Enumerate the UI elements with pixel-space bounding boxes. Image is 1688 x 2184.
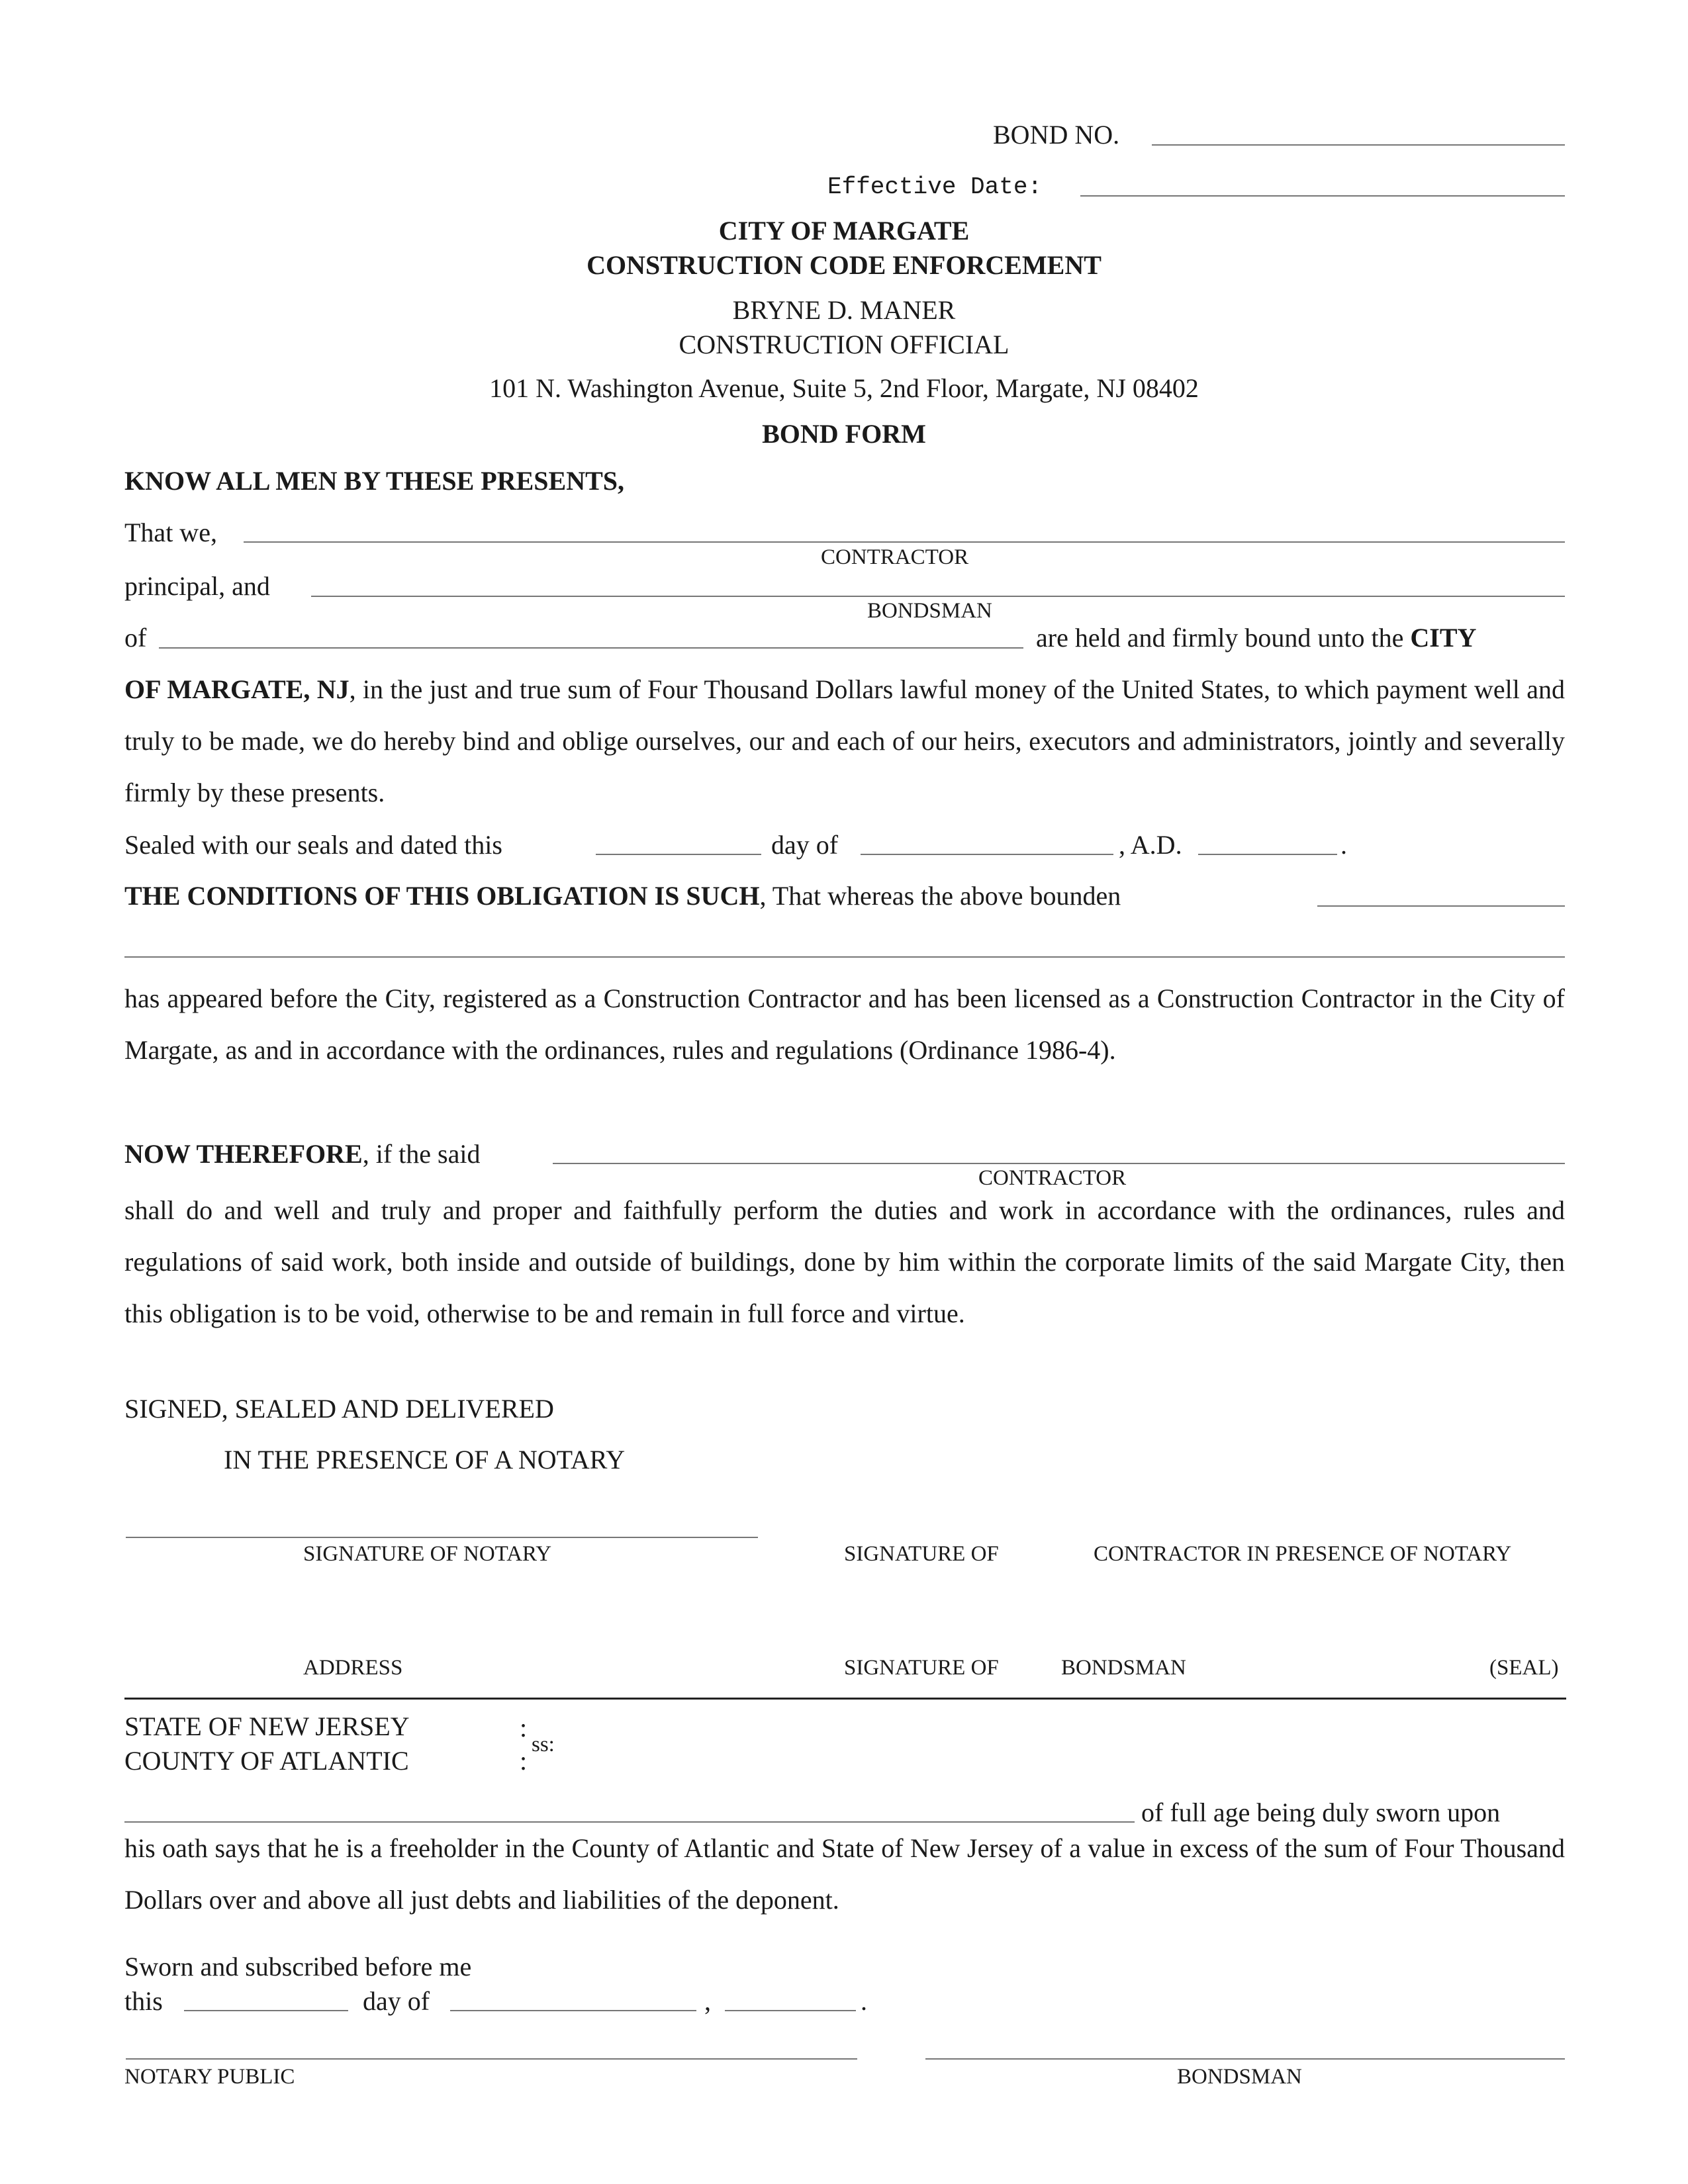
sealed-day-field[interactable]: [596, 854, 761, 855]
principal-and-label: principal, and: [124, 571, 270, 601]
state-colon: :: [520, 1713, 528, 1743]
effective-date-field[interactable]: [1080, 195, 1565, 197]
form-title: BOND FORM: [762, 419, 926, 449]
address-caption: ADDRESS: [303, 1656, 403, 1680]
sworn-month-field[interactable]: [450, 2010, 696, 2011]
bounden-continuation-field[interactable]: [124, 956, 1565, 958]
contractor-caption-2: CONTRACTOR: [978, 1166, 1127, 1190]
now-therefore-line: [124, 1138, 480, 1169]
held-bound-text: [1036, 622, 1476, 653]
county-colon: :: [520, 1746, 528, 1776]
sealed-month-field[interactable]: [861, 854, 1113, 855]
said-contractor-field[interactable]: [553, 1163, 1565, 1164]
contractor-name-field[interactable]: [244, 541, 1565, 543]
conditions-bold: THE CONDITIONS OF THIS OBLIGATION IS SUCH: [124, 881, 760, 911]
of-label: of: [124, 623, 147, 653]
sealed-period: .: [1340, 830, 1347, 860]
know-all-heading: KNOW ALL MEN BY THESE PRESENTS,: [124, 466, 625, 496]
of-margate-bold: OF MARGATE, NJ: [124, 674, 350, 704]
bond-no-label: BOND NO.: [993, 120, 1120, 150]
sworn-period: .: [861, 1986, 867, 2016]
official-title: CONSTRUCTION OFFICIAL: [679, 330, 1009, 359]
office-address: 101 N. Washington Avenue, Suite 5, 2nd Floor, Margate, NJ 08402: [489, 373, 1199, 403]
bondsman-caption: BONDSMAN: [867, 599, 992, 623]
city-bold: CITY: [1410, 623, 1477, 653]
bondsman-address-field[interactable]: [159, 647, 1023, 649]
notary-public-line[interactable]: [126, 2058, 857, 2060]
sealed-with-label: Sealed with our seals and dated this: [124, 830, 502, 860]
sig-of-caption-2: SIGNATURE OF: [844, 1656, 999, 1680]
section-divider: [124, 1698, 1566, 1700]
signed-sealed: SIGNED, SEALED AND DELIVERED: [124, 1394, 554, 1424]
now-therefore-text: , if the said: [362, 1139, 481, 1169]
official-name: BRYNE D. MANER: [732, 295, 956, 325]
bounden-field[interactable]: [1317, 905, 1565, 907]
appeared-paragraph: has appeared before the City, registered as a Construction Contractor and has been licensed as a Construction Contractor in the City of Margate, as and in accordance with the ordinances, rules and regulations (Ordinance 1986-4).: [124, 983, 1565, 1065]
that-we-label: That we,: [124, 518, 217, 547]
sworn-day-field[interactable]: [184, 2010, 348, 2011]
ss-label: ss:: [532, 1733, 555, 1756]
bondsman-sig-caption: BONDSMAN: [1061, 1656, 1186, 1680]
conditions-text: , That whereas the above bounden: [759, 881, 1121, 911]
sworn-comma: ,: [704, 1986, 711, 2016]
sealed-year-field[interactable]: [1198, 854, 1337, 855]
contractor-caption: CONTRACTOR: [821, 545, 969, 569]
sig-of-caption-1: SIGNATURE OF: [844, 1542, 999, 1566]
bond-no-field[interactable]: [1152, 144, 1565, 146]
held-bound-phrase: are held and firmly bound unto the: [1036, 623, 1404, 653]
sealed-day-of-label: day of: [771, 830, 839, 860]
notary-public-caption: NOTARY PUBLIC: [124, 2065, 295, 2089]
bondsman-final-caption: BONDSMAN: [1177, 2065, 1302, 2089]
seal-caption: (SEAL): [1489, 1656, 1559, 1680]
now-therefore-bold: NOW THEREFORE: [124, 1139, 363, 1169]
bondsman-name-field[interactable]: [311, 596, 1565, 597]
city-title: CITY OF MARGATE: [718, 216, 970, 246]
sum-text: , in the just and true sum of Four Thousand Dollars lawful money of the United States, to which payment well and truly to be made, we do hereby bind and oblige ourselves, our and each of our heirs, executors and administrators, jointly and severally firmly by these presents.: [124, 674, 1565, 807]
sworn-day-of-label: day of: [363, 1986, 430, 2016]
contractor-presence-caption: CONTRACTOR IN PRESENCE OF NOTARY: [1094, 1542, 1512, 1566]
state-label: STATE OF NEW JERSEY: [124, 1711, 410, 1741]
notary-signature-line[interactable]: [126, 1537, 758, 1538]
sworn-label: Sworn and subscribed before me: [124, 1952, 472, 1981]
department-title: CONSTRUCTION CODE ENFORCEMENT: [586, 250, 1102, 280]
perform-paragraph: shall do and well and truly and proper and faithfully perform the duties and work in accordance with the ordinances, rules and regulations of said work, both inside and outside of buildings, done by him within the corporate limits of the said Margate City, then this obligation is to be void, otherwise to be and remain in full force and virtue.: [124, 1195, 1565, 1328]
effective-date-label: Effective Date:: [827, 173, 1043, 201]
sum-paragraph: [124, 664, 1565, 819]
county-label: COUNTY OF ATLANTIC: [124, 1746, 409, 1776]
oath-paragraph: his oath says that he is a freeholder in the County of Atlantic and State of New Jersey of a value in excess of the sum of Four Thousand Dollars over and above all just debts and liabilities of the deponent.: [124, 1833, 1565, 1915]
bondsman-final-line[interactable]: [925, 2058, 1565, 2060]
sig-notary-caption: SIGNATURE OF NOTARY: [303, 1542, 552, 1566]
this-label: this: [124, 1986, 163, 2016]
full-age-text: of full age being duly sworn upon: [1141, 1797, 1501, 1827]
conditions-line: [124, 880, 1121, 911]
sworn-year-field[interactable]: [725, 2010, 856, 2011]
presence-notary: IN THE PRESENCE OF A NOTARY: [224, 1445, 626, 1475]
ad-label: , A.D.: [1119, 830, 1182, 860]
